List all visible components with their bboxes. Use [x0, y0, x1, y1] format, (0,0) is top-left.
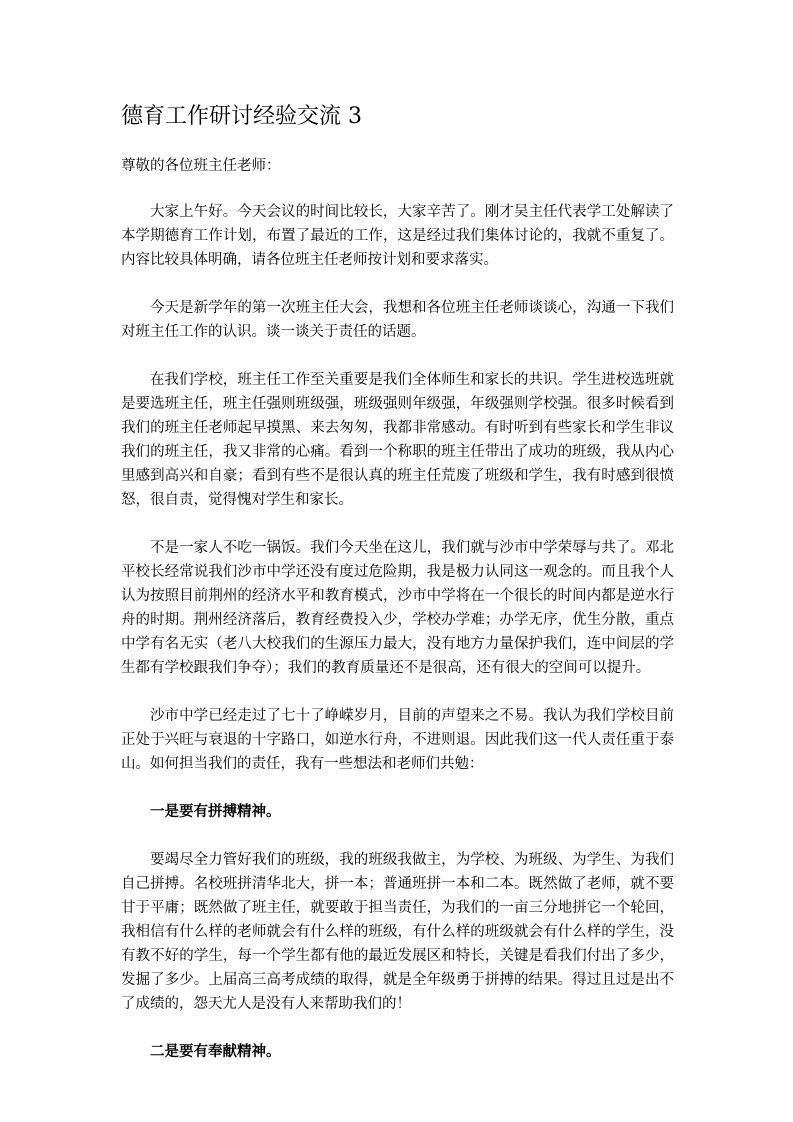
paragraph-importance: 在我们学校，班主任工作至关重要是我们全体师生和家长的共识。学生进校选班就是要选班主任，班主任强则班级强，班级强则年级强，年级强则学校强。很多时候看到我们的班主任老师起早摸黑、来去匆匆，我都非常感动。有时听到有些家长和学生非议我们的班主任，我又非常的心痛。看到一个称职的班主任带出了成功的班级，我从内心里感到高兴和自豪；看到有些不是很认真的班主任荒废了班级和学生，我有时感到很愤怒，很自责，觉得愧对学生和家长。: [121, 372, 674, 508]
section-heading-1: 一是要有拼搏精神。: [150, 803, 281, 820]
document-body: [121, 102, 674, 1064]
paragraph-situation: 不是一家人不吃一锅饭。我们今天坐在这儿，我们就与沙市中学荣辱与共了。邓北平校长经常说我们沙市中学还没有度过危险期，我是极力认同这一观念的。而且我个人认为按照目前荆州的经济水平和教育模式，沙市中学将在一个很长的时间内都是逆水行舟的时期。荆州经济落后，教育经费投入少，学校办学难；办学无序，优生分散，重点中学有名无实（老八大校我们的生源压力最大，没有地方力量保护我们，连中间层的学生都有学校跟我们争夺）；我们的教育质量还不是很高，还有很大的空间可以提升。: [121, 540, 674, 676]
section-heading-2: 二是要有奉献精神。: [150, 1043, 281, 1060]
paragraph-responsibility: 沙市中学已经走过了七十了峥嵘岁月，目前的声望来之不易。我认为我们学校目前正处于兴旺与衰退的十字路口，如逆水行舟，不进则退。因此我们这一代人责任重于泰山。如何担当我们的责任，我有一些想法和老师们共勉：: [121, 708, 674, 772]
document-title: 德育工作研讨经验交流 3: [121, 104, 362, 129]
paragraph-striving: 要竭尽全力管好我们的班级，我的班级我做主，为学校、为班级、为学生、为我们自己拼搏。名校班拼清华北大，拼一本；普通班拼一本和二本。既然做了老师，就不要甘于平庸；既然做了班主任，就要敢于担当责任，为我们的一亩三分地拼它一个轮回，我相信有什么样的老师就会有什么样的班级，有什么样的班级就会有什么样的学生，没有教不好的学生，每一个学生都有他的最近发展区和特长，关键是看我们付出了多少，发掘了多少。上届高三高考成绩的取得，就是全年级勇于拼搏的结果。得过且过是出不了成绩的，怨天尤人是没有人来帮助我们的！: [121, 852, 674, 1012]
salutation: 尊敬的各位班主任老师：: [121, 158, 281, 174]
paragraph-greeting: 大家上午好。今天会议的时间比较长，大家辛苦了。刚才吴主任代表学工处解读了本学期德育工作计划，布置了最近的工作，这是经过我们集体讨论的，我就不重复了。内容比较具体明确，请各位班主任老师按计划和要求落实。: [121, 204, 674, 268]
paragraph-topic: 今天是新学年的第一次班主任大会，我想和各位班主任老师谈谈心，沟通一下我们对班主任工作的认识。谈一谈关于责任的话题。: [121, 300, 674, 340]
